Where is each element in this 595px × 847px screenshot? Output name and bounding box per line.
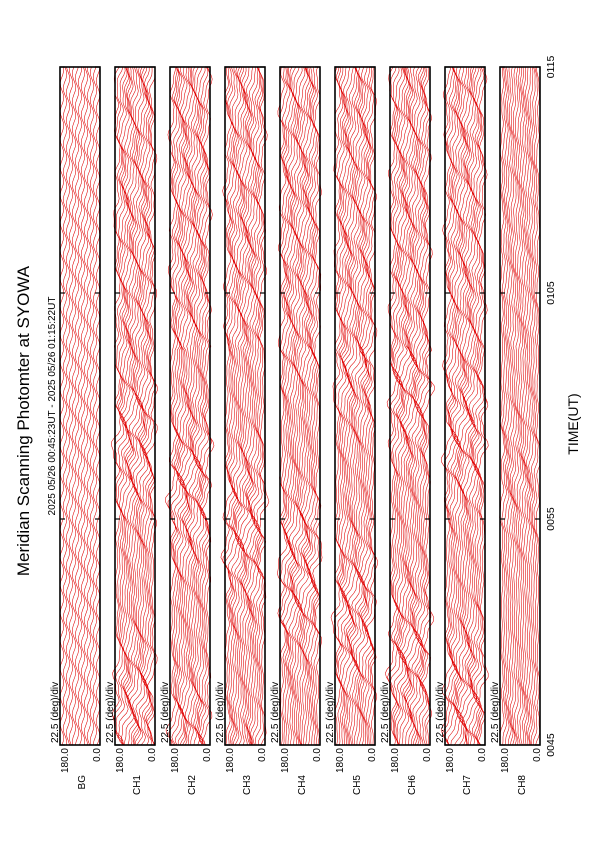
- channel-label: CH6: [407, 775, 418, 796]
- trace-line: [301, 67, 312, 745]
- x-tick-label: 0045: [545, 733, 557, 757]
- trace-line: [445, 67, 458, 745]
- trace-line: [510, 67, 515, 745]
- scale-label: 22.5 (deg)/div: [160, 681, 171, 743]
- channel-panel: [325, 67, 378, 795]
- y-tick-label: 0.0: [92, 748, 103, 762]
- trace-line: [508, 67, 513, 745]
- y-tick-label: 0.0: [312, 748, 323, 762]
- y-tick-label: 0.0: [367, 748, 378, 762]
- x-tick-label: 0055: [545, 507, 557, 531]
- y-tick-label: 0.0: [477, 748, 488, 762]
- channel-traces: [441, 67, 488, 745]
- channel-panel: [160, 67, 214, 795]
- channel-label: BG: [77, 775, 88, 790]
- trace-line: [202, 67, 215, 745]
- scale-label: 22.5 (deg)/div: [490, 681, 501, 743]
- channel-traces: [112, 67, 158, 745]
- y-tick-label: 180.0: [225, 748, 236, 774]
- channel-panel: [105, 67, 158, 795]
- y-tick-label: 180.0: [60, 748, 71, 774]
- channel-traces: [221, 67, 269, 745]
- chart-subtitle: 2025 05/26 00:45:23UT - 2025 05/26 01:15:22UT: [47, 296, 58, 516]
- y-tick-label: 0.0: [257, 748, 268, 762]
- channel-label: CH4: [297, 775, 308, 796]
- channel-traces: [500, 67, 541, 745]
- channel-traces: [165, 67, 214, 745]
- y-tick-label: 180.0: [500, 748, 511, 774]
- y-tick-label: 0.0: [422, 748, 433, 762]
- trace-line: [121, 67, 134, 745]
- channel-label: CH7: [462, 775, 473, 796]
- rotated-plot: [14, 56, 581, 795]
- channel-panel: [270, 67, 323, 795]
- trace-line: [72, 67, 76, 745]
- x-tick-label: 0115: [545, 55, 557, 79]
- trace-line: [422, 67, 435, 745]
- trace-line: [289, 67, 301, 745]
- y-tick-label: 0.0: [532, 748, 543, 762]
- x-tick-label: 0105: [545, 281, 557, 305]
- trace-line: [90, 67, 94, 745]
- x-axis-ticks: [545, 56, 557, 757]
- x-axis-label: TIME(UT): [565, 393, 581, 455]
- trace-line: [236, 67, 246, 745]
- y-tick-label: 180.0: [445, 748, 456, 774]
- channel-panel: [380, 67, 434, 795]
- channel-label: CH5: [352, 775, 363, 796]
- channel-traces: [277, 67, 322, 745]
- y-tick-label: 180.0: [335, 748, 346, 774]
- y-tick-label: 180.0: [170, 748, 181, 774]
- channel-label: CH1: [132, 775, 143, 796]
- channel-traces: [60, 67, 100, 745]
- channel-traces: [385, 67, 434, 745]
- trace-line: [112, 67, 124, 745]
- channel-label: CH2: [187, 775, 198, 796]
- scale-label: 22.5 (deg)/div: [380, 681, 391, 743]
- trace-line: [258, 67, 269, 745]
- trace-line: [130, 67, 142, 745]
- y-tick-label: 180.0: [280, 748, 291, 774]
- trace-line: [81, 67, 85, 745]
- channel-panel: [215, 67, 269, 795]
- scale-label: 22.5 (deg)/div: [50, 681, 61, 743]
- channel-panel: [435, 67, 488, 795]
- trace-line: [472, 67, 482, 745]
- scale-label: 22.5 (deg)/div: [105, 681, 116, 743]
- channel-panels: [50, 67, 543, 795]
- y-tick-label: 0.0: [147, 748, 158, 762]
- chart-title: Meridian Scanning Photomter at SYOWA: [14, 265, 33, 577]
- y-tick-label: 180.0: [390, 748, 401, 774]
- trace-line: [533, 67, 538, 745]
- y-tick-label: 180.0: [115, 748, 126, 774]
- scale-label: 22.5 (deg)/div: [435, 681, 446, 743]
- trace-line: [451, 67, 461, 745]
- channel-traces: [331, 67, 378, 745]
- channel-label: CH3: [242, 775, 253, 796]
- scale-label: 22.5 (deg)/div: [270, 681, 281, 743]
- scale-label: 22.5 (deg)/div: [325, 681, 336, 743]
- trace-line: [531, 67, 536, 745]
- trace-line: [454, 67, 464, 745]
- trace-line: [116, 67, 127, 745]
- scale-label: 22.5 (deg)/div: [215, 681, 226, 743]
- channel-label: CH8: [517, 775, 528, 796]
- channel-panel: [490, 67, 543, 795]
- y-tick-label: 0.0: [202, 748, 213, 762]
